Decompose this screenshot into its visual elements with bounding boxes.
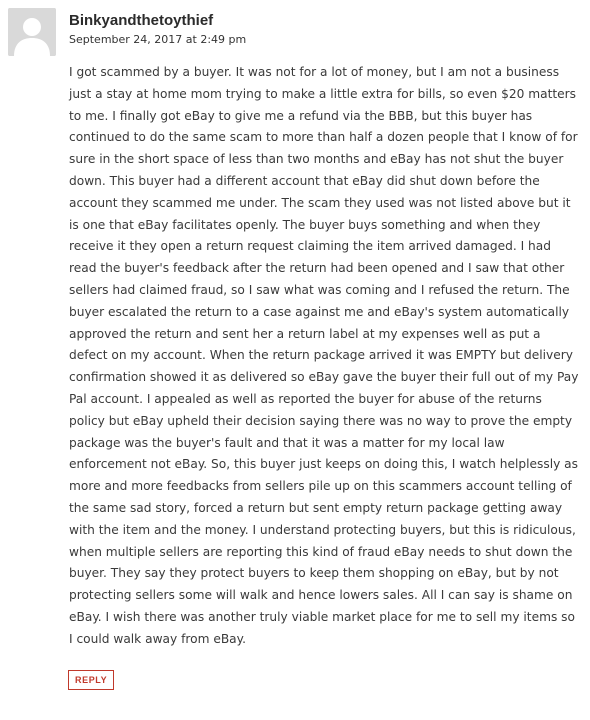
reply-button[interactable]: REPLY [68, 670, 114, 690]
comment-body: I got scammed by a buyer. It was not for a lot of money, but I am not a business just a stay at home mom trying to make a little extra for bills, so even $20 matters to me. I finally got eBay to give me a refund via the BBB, but this buyer has continued to do the same scam to more than half a dozen people that I know of for sure in the short space of less than two months and eBay has not shut the buyer down. This buyer had a different account that eBay did shut down before the account they scammed me under. The scam they used was not listed above but it is one that eBay facilitates openly. The buyer buys something and when they receive it they open a return request claiming the item arrived damaged. I had read the buyer's feedback after the return had been opened and I saw that other sellers had claimed fraud, so I saw what was coming and I refused the return. The buyer escalated the return to a case against me and eBay's system automatically approved the return and sent her a return label at my expenses well as put a defect on my account. When the return package arrived it was EMPTY but delivery confirmation showed it as delivered so eBay gave the buyer their full out of my Pay Pal account. I appealed as well as reported the buyer for abuse of the returns policy but eBay upheld their decision saying there was no way to prove the empty package was the buyer's fault and that it was a matter for my local law enforcement not eBay. So, this buyer just keeps on doing this, I watch helplessly as more and more feedbacks from sellers pile up on this scammers account telling of the same sad story, forced a return but sent empty return package getting away with the item and the money. I understand protecting buyers, but this is ridiculous, when multiple sellers are reporting this kind of fraud eBay needs to shut down the buyer. They say they protect buyers to keep them shopping on eBay, but by not protecting sellers some will walk and hence lowers sales. All I can say is shame on eBay. I wish there was another truly viable market place for me to sell my items so I could walk away from eBay. [69, 65, 579, 646]
comment-author: Binkyandthetoythief [69, 12, 214, 29]
comment-date-link[interactable]: September 24, 2017 at 2:49 pm [69, 33, 247, 46]
avatar [8, 8, 56, 56]
default-user-avatar-icon [8, 8, 56, 56]
comment-meta [69, 11, 246, 48]
